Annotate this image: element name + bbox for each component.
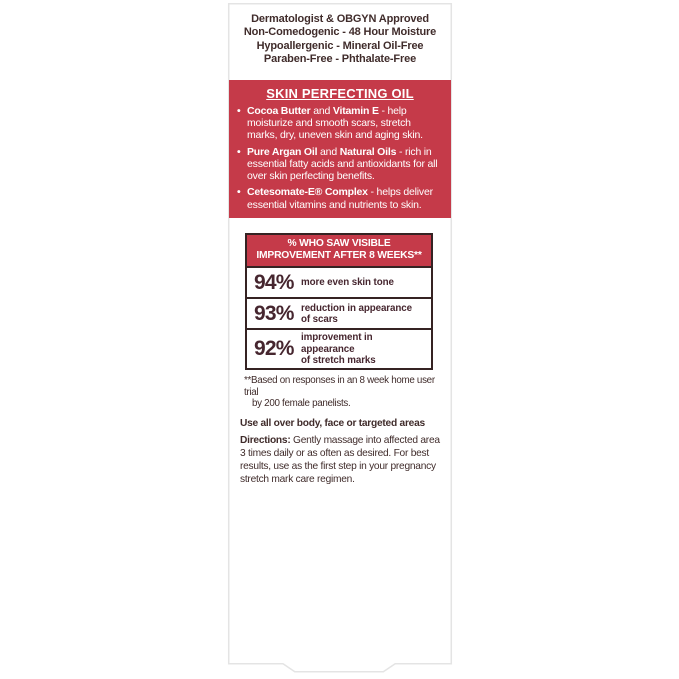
footnote-line: **Based on responses in an 8 week home user trial: [244, 375, 435, 398]
usage-line: Use all over body, face or targeted areas: [240, 418, 425, 430]
stat-label-line: reduction in appearance: [301, 302, 412, 314]
claim-line: Dermatologist & OBGYN Approved: [251, 13, 429, 25]
stats-footnote: [244, 375, 444, 409]
stats-header-line: IMPROVEMENT AFTER 8 WEEKS**: [256, 250, 422, 262]
stats-header: [247, 235, 431, 266]
stats-table: [245, 233, 433, 370]
directions-paragraph: [240, 434, 446, 486]
stat-label-line: of stretch marks: [301, 355, 376, 366]
stat-value: 93%: [254, 301, 294, 325]
stat-label: [299, 303, 412, 326]
panel-title: SKIN PERFECTING OIL: [266, 85, 414, 101]
stat-row: [247, 328, 431, 368]
stat-label-line: of scars: [301, 313, 338, 325]
bullet-dot: •: [237, 186, 241, 199]
stat-label: [299, 332, 427, 366]
benefit-text-segment: - help moisturize and smooth scars, stretch marks, dry, uneven skin and aging skin.: [247, 104, 423, 142]
stat-label-line: improvement in appearance: [301, 332, 373, 355]
benefit-text-segment: - helps deliver essential vitamins and nutrients to skin.: [247, 186, 433, 211]
ingredient-name: Cetesomate-E® Complex: [247, 186, 368, 199]
directions-label: Directions:: [240, 435, 291, 447]
ingredient-name: Vitamin E: [332, 104, 379, 117]
claim-line: Non-Comedogenic - 48 Hour Moisture: [243, 26, 437, 39]
ingredient-name: Cocoa Butter: [247, 104, 311, 117]
benefit-bullet: [237, 186, 443, 211]
benefit-text: [247, 186, 443, 211]
stat-value: 94%: [254, 270, 294, 294]
benefit-text-segment: and: [310, 104, 333, 117]
stat-row: [247, 297, 431, 328]
directions-text: Gently massage into affected area 3 times daily or as often as desired. For best results, use as the first step in your pregnancy stretch mark care regimen.: [240, 435, 440, 486]
benefits-panel: [229, 80, 451, 218]
stat-label-line: more even skin tone: [301, 277, 394, 289]
footnote-line: by 200 female panelists.: [252, 397, 351, 409]
claim-line: Hypoallergenic - Mineral Oil-Free: [256, 39, 424, 52]
label-content: [229, 4, 451, 664]
claims-block: [229, 13, 451, 67]
bullet-dot: •: [237, 104, 241, 117]
benefit-bullet: [237, 105, 443, 142]
stat-label: [299, 277, 394, 288]
benefit-text: [247, 105, 443, 142]
claim-line: Paraben-Free - Phthalate-Free: [263, 53, 417, 66]
stats-header-line: % WHO SAW VISIBLE: [287, 238, 391, 249]
benefit-text-segment: - rich in essential fatty acids and antioxidants for all over skin perfecting benefits.: [247, 145, 438, 183]
stat-row: [247, 266, 431, 297]
ingredient-name: Natural Oils: [339, 145, 397, 158]
bullet-dot: •: [237, 145, 241, 158]
stat-value: 92%: [254, 337, 294, 361]
ingredient-name: Pure Argan Oil: [247, 145, 318, 158]
benefit-text-segment: and: [317, 145, 340, 158]
benefit-bullet: [237, 146, 443, 183]
benefit-text: [247, 146, 443, 183]
